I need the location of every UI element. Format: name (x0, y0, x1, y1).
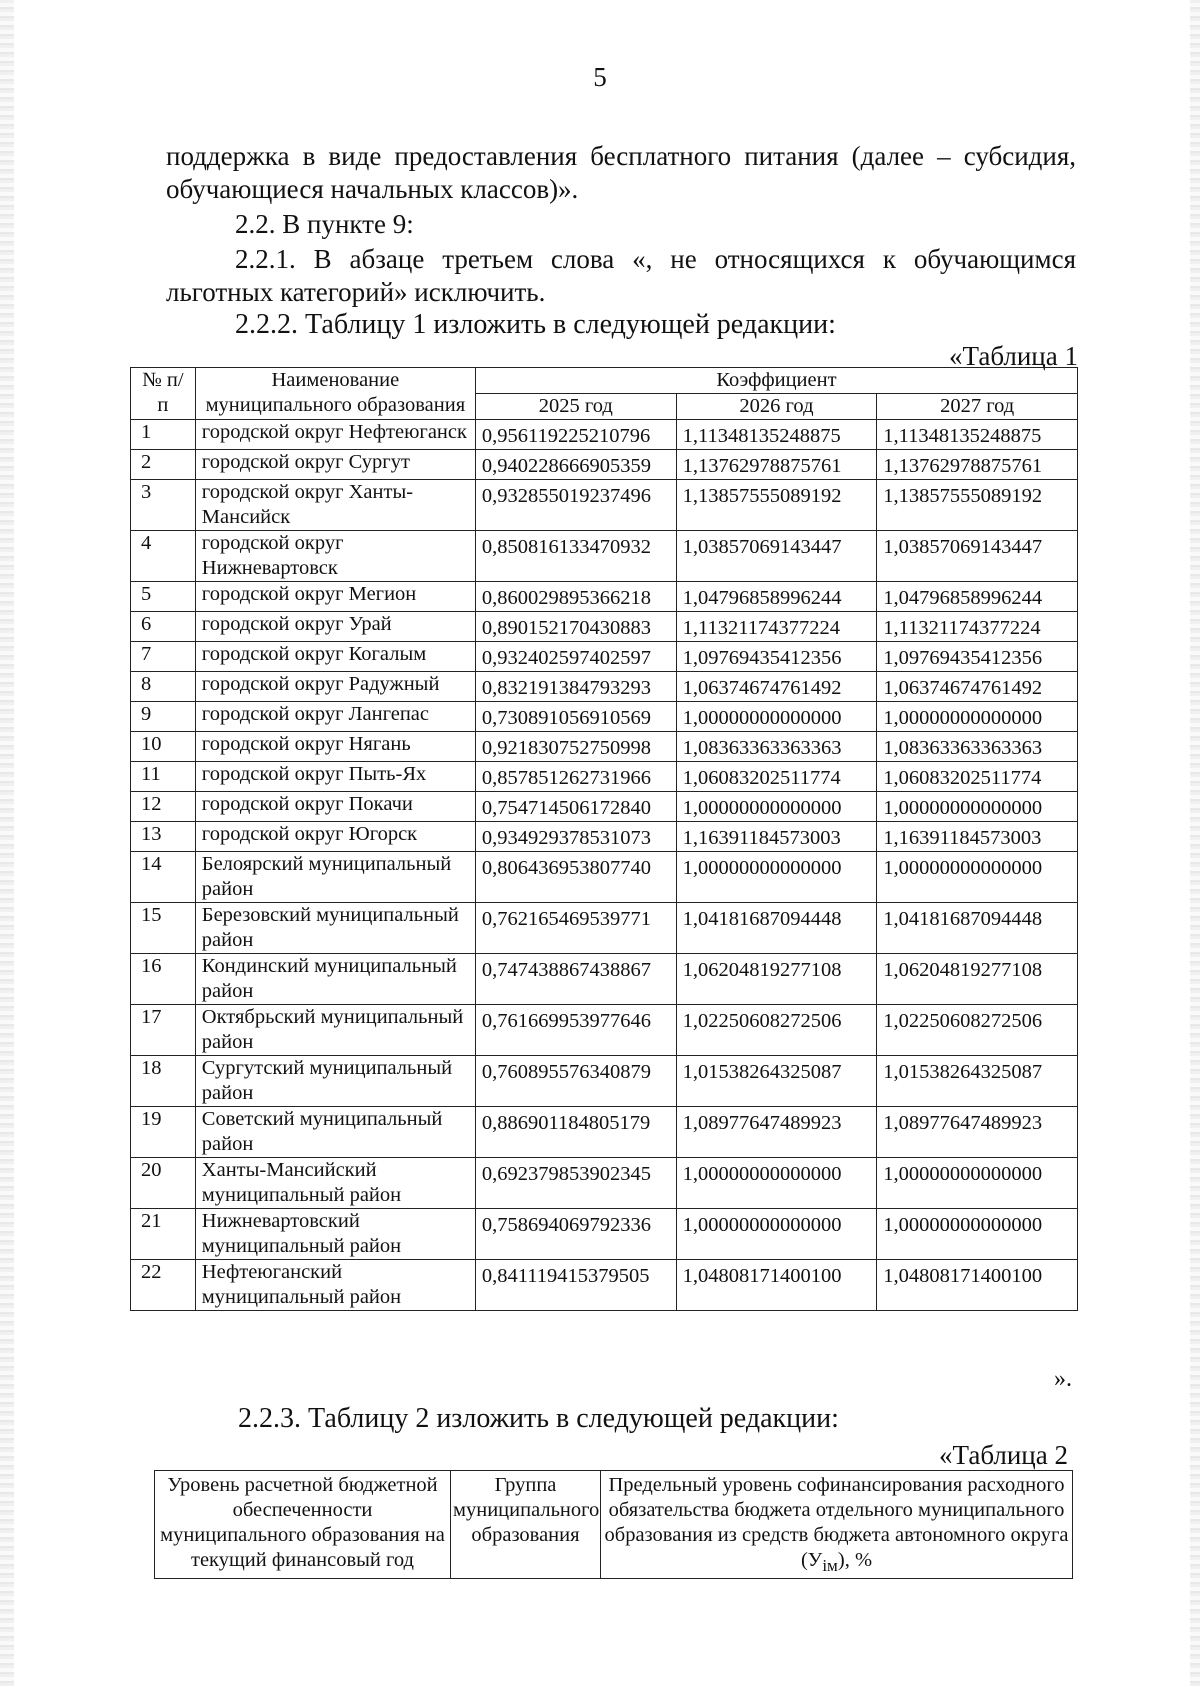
coef-2025: 0,832191384793293 (475, 672, 676, 702)
table-row (131, 852, 1078, 903)
header-cofinancing-text: Предельный уровень софинансирования расходного обязательства бюджета отдельного муниципального образования из средств бюджета автономного округа (У (604, 1474, 1069, 1571)
coef-2025: 0,860029895366218 (475, 582, 676, 612)
coef-2027: 1,08363363363363 (877, 732, 1078, 762)
coef-2025: 0,762165469539771 (475, 903, 676, 954)
municipality-name: городской округ Нижневартовск (195, 531, 475, 582)
header-cofinancing-tail: ), % (837, 1549, 873, 1571)
municipality-name: Березовский муниципальный район (195, 903, 475, 954)
coef-2025: 0,857851262731966 (475, 762, 676, 792)
municipality-name: городской округ Ханты-Мансийск (195, 480, 475, 531)
row-number: 21 (131, 1209, 196, 1260)
coef-2027: 1,04808171400100 (877, 1260, 1078, 1311)
coef-2026: 1,09769435412356 (676, 642, 877, 672)
coef-2026: 1,03857069143447 (676, 531, 877, 582)
coef-2027: 1,00000000000000 (877, 792, 1078, 822)
table1-header-row (131, 368, 1078, 394)
table-row (131, 612, 1078, 642)
municipality-name: Сургутский муниципальный район (195, 1056, 475, 1107)
table-row (131, 582, 1078, 612)
table1-caption: «Таблица 1 (949, 341, 1078, 371)
coef-2026: 1,04808171400100 (676, 1260, 877, 1311)
coef-2027: 1,00000000000000 (877, 852, 1078, 903)
row-number: 8 (131, 672, 196, 702)
scan-edge-left (0, 0, 14, 1686)
row-number: 20 (131, 1158, 196, 1209)
coef-2026: 1,08363363363363 (676, 732, 877, 762)
table-row (131, 531, 1078, 582)
municipality-name: городской округ Нягань (195, 732, 475, 762)
coef-2025: 0,890152170430883 (475, 612, 676, 642)
municipality-name: городской округ Радужный (195, 672, 475, 702)
coef-2027: 1,02250608272506 (877, 1005, 1078, 1056)
coef-2026: 1,00000000000000 (676, 852, 877, 903)
header-cofinancing-sub: iм (822, 1556, 838, 1576)
coef-2027: 1,16391184573003 (877, 822, 1078, 852)
cofinancing-table (154, 1470, 1073, 1579)
row-number: 12 (131, 792, 196, 822)
coef-2025: 0,932855019237496 (475, 480, 676, 531)
coef-2025: 0,940228666905359 (475, 450, 676, 480)
coef-2025: 0,730891056910569 (475, 702, 676, 732)
coef-2025: 0,758694069792336 (475, 1209, 676, 1260)
table-row (131, 642, 1078, 672)
coef-2026: 1,06374674761492 (676, 672, 877, 702)
paragraph-2-2-1-line1: 2.2.1. В абзаце третьем слова «, не относящихся к обучающимся (235, 244, 1076, 274)
coef-2025: 0,754714506172840 (475, 792, 676, 822)
row-number: 3 (131, 480, 196, 531)
row-number: 1 (131, 420, 196, 450)
table-row (131, 903, 1078, 954)
row-number: 4 (131, 531, 196, 582)
coef-2027: 1,00000000000000 (877, 1209, 1078, 1260)
coef-2025: 0,692379853902345 (475, 1158, 676, 1209)
table-row (131, 1056, 1078, 1107)
coef-2025: 0,850816133470932 (475, 531, 676, 582)
paragraph-2-2-3: 2.2.3. Таблицу 2 изложить в следующей редакции: (238, 1403, 839, 1434)
coef-2026: 1,01538264325087 (676, 1056, 877, 1107)
municipality-name: Нефтеюганский муниципальный район (195, 1260, 475, 1311)
table1-body (131, 420, 1078, 1311)
coef-2027: 1,13762978875761 (877, 450, 1078, 480)
table-row (131, 1158, 1078, 1209)
paragraph-2-2-1 (166, 243, 1076, 309)
coef-2026: 1,06204819277108 (676, 954, 877, 1005)
row-number: 13 (131, 822, 196, 852)
municipality-name: Ханты-Мансийский муниципальный район (195, 1158, 475, 1209)
municipality-name: городской округ Пыть-Ях (195, 762, 475, 792)
coef-2026: 1,11321174377224 (676, 612, 877, 642)
coef-2025: 0,921830752750998 (475, 732, 676, 762)
coef-2027: 1,03857069143447 (877, 531, 1078, 582)
municipality-name: Советский муниципальный район (195, 1107, 475, 1158)
row-number: 18 (131, 1056, 196, 1107)
municipality-name: городской округ Лангепас (195, 702, 475, 732)
coef-2026: 1,00000000000000 (676, 702, 877, 732)
row-number: 6 (131, 612, 196, 642)
header-num: № п/п (131, 368, 196, 420)
header-group: Группа муниципального образования (451, 1471, 601, 1579)
coef-2027: 1,04181687094448 (877, 903, 1078, 954)
row-number: 9 (131, 702, 196, 732)
coef-2026: 1,00000000000000 (676, 1158, 877, 1209)
municipality-name: Нижневартовский муниципальный район (195, 1209, 475, 1260)
header-coefficient: Коэффициент (475, 368, 1077, 394)
table-row (131, 954, 1078, 1005)
row-number: 16 (131, 954, 196, 1005)
coef-2025: 0,956119225210796 (475, 420, 676, 450)
municipality-name: Кондинский муниципальный район (195, 954, 475, 1005)
table-row (131, 1209, 1078, 1260)
coef-2025: 0,886901184805179 (475, 1107, 676, 1158)
table-row (131, 702, 1078, 732)
coef-2026: 1,11348135248875 (676, 420, 877, 450)
table-row (131, 1260, 1078, 1311)
header-budget-level: Уровень расчетной бюджетной обеспеченности муниципального образования на текущий финансовый год (155, 1471, 451, 1579)
coef-2025: 0,760895576340879 (475, 1056, 676, 1107)
coef-2027: 1,11321174377224 (877, 612, 1078, 642)
row-number: 7 (131, 642, 196, 672)
coef-2026: 1,02250608272506 (676, 1005, 877, 1056)
coef-2025: 0,761669953977646 (475, 1005, 676, 1056)
municipality-name: городской округ Сургут (195, 450, 475, 480)
table2-header-row (155, 1471, 1073, 1579)
row-number: 2 (131, 450, 196, 480)
municipality-name: Белоярский муниципальный район (195, 852, 475, 903)
table-row (131, 1005, 1078, 1056)
row-number: 10 (131, 732, 196, 762)
table-row (131, 792, 1078, 822)
coef-2027: 1,11348135248875 (877, 420, 1078, 450)
row-number: 11 (131, 762, 196, 792)
coef-2027: 1,06083202511774 (877, 762, 1078, 792)
coef-2026: 1,08977647489923 (676, 1107, 877, 1158)
scan-edge-right (1190, 0, 1200, 1686)
table-row (131, 1107, 1078, 1158)
table-row (131, 672, 1078, 702)
header-cofinancing-limit (601, 1471, 1073, 1579)
municipality-name: Октябрьский муниципальный район (195, 1005, 475, 1056)
municipality-name: городской округ Урай (195, 612, 475, 642)
coef-2027: 1,08977647489923 (877, 1107, 1078, 1158)
coef-2026: 1,04181687094448 (676, 903, 877, 954)
table-row (131, 822, 1078, 852)
municipality-name: городской округ Мегион (195, 582, 475, 612)
row-number: 19 (131, 1107, 196, 1158)
table-row (131, 420, 1078, 450)
coef-2027: 1,06374674761492 (877, 672, 1078, 702)
row-number: 5 (131, 582, 196, 612)
table-row (131, 450, 1078, 480)
coef-2027: 1,09769435412356 (877, 642, 1078, 672)
paragraph-subsidy: поддержка в виде предоставления бесплатного питания (далее – субсидия, обучающиеся начальных классов)». (166, 141, 1076, 204)
paragraph-2-2-1-line2: льготных категорий» исключить. (166, 277, 546, 307)
table-row (131, 732, 1078, 762)
paragraph-2-2: 2.2. В пункте 9: (235, 209, 414, 239)
municipality-name: городской округ Покачи (195, 792, 475, 822)
table2-caption: «Таблица 2 (939, 1440, 1068, 1470)
coef-2025: 0,747438867438867 (475, 954, 676, 1005)
header-2025: 2025 год (475, 394, 676, 420)
coef-2027: 1,00000000000000 (877, 702, 1078, 732)
coef-2027: 1,01538264325087 (877, 1056, 1078, 1107)
coef-2026: 1,16391184573003 (676, 822, 877, 852)
coef-2026: 1,06083202511774 (676, 762, 877, 792)
coef-2025: 0,841119415379505 (475, 1260, 676, 1311)
table-row (131, 480, 1078, 531)
coef-2027: 1,13857555089192 (877, 480, 1078, 531)
coef-2025: 0,934929378531073 (475, 822, 676, 852)
row-number: 17 (131, 1005, 196, 1056)
coef-2027: 1,06204819277108 (877, 954, 1078, 1005)
municipality-name: городской округ Когалым (195, 642, 475, 672)
municipality-name: городской округ Нефтеюганск (195, 420, 475, 450)
header-2026: 2026 год (676, 394, 877, 420)
coef-2026: 1,13762978875761 (676, 450, 877, 480)
row-number: 22 (131, 1260, 196, 1311)
coefficient-table (130, 367, 1078, 1311)
coef-2026: 1,04796858996244 (676, 582, 877, 612)
row-number: 15 (131, 903, 196, 954)
header-name: Наименование муниципального образования (195, 368, 475, 420)
header-2027: 2027 год (877, 394, 1078, 420)
coef-2025: 0,806436953807740 (475, 852, 676, 903)
coef-2027: 1,04796858996244 (877, 582, 1078, 612)
paragraph-2-2-2: 2.2.2. Таблицу 1 изложить в следующей редакции: (235, 309, 836, 340)
page-number: 5 (593, 62, 607, 92)
coef-2026: 1,00000000000000 (676, 1209, 877, 1260)
table-row (131, 762, 1078, 792)
coef-2027: 1,00000000000000 (877, 1158, 1078, 1209)
row-number: 14 (131, 852, 196, 903)
municipality-name: городской округ Югорск (195, 822, 475, 852)
table1-closing-quote: ». (1054, 1366, 1072, 1392)
coef-2025: 0,932402597402597 (475, 642, 676, 672)
coef-2026: 1,13857555089192 (676, 480, 877, 531)
coef-2026: 1,00000000000000 (676, 792, 877, 822)
